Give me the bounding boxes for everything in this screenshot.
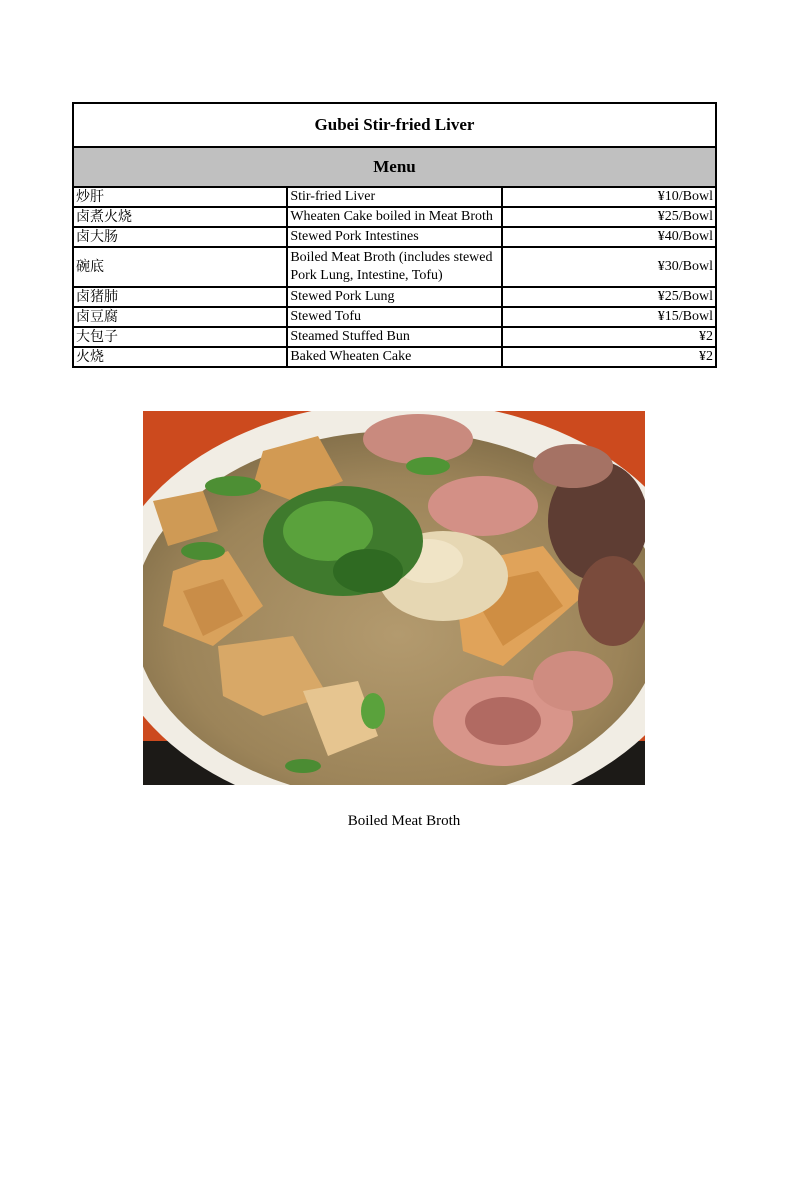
broth-photo (143, 411, 645, 785)
table-row (73, 187, 716, 207)
broth-bowl-illustration (143, 411, 645, 785)
table-row (73, 327, 716, 347)
dish-english-name: Stewed Tofu (287, 307, 501, 327)
dish-english-name: Stewed Pork Lung (287, 287, 501, 307)
dish-english-name: Baked Wheaten Cake (287, 347, 501, 367)
table-row (73, 347, 716, 367)
dish-english-name: Wheaten Cake boiled in Meat Broth (287, 207, 501, 227)
dish-chinese-name: 炒肝 (73, 187, 287, 207)
photo-caption: Boiled Meat Broth (347, 813, 461, 829)
dish-english-name: Steamed Stuffed Bun (287, 327, 501, 347)
dish-price: ¥15/Bowl (502, 307, 716, 327)
dish-price: ¥2 (502, 327, 716, 347)
table-row (73, 307, 716, 327)
dish-chinese-name: 卤大肠 (73, 227, 287, 247)
table-row (73, 247, 716, 287)
dish-english-name: Boiled Meat Broth (includes stewed Pork Lung, Intestine, Tofu) (287, 247, 501, 287)
menu-table (72, 102, 717, 368)
dish-chinese-name: 大包子 (73, 327, 287, 347)
menu-title: Gubei Stir-fried Liver (73, 103, 716, 147)
dish-price: ¥2 (502, 347, 716, 367)
dish-chinese-name: 火烧 (73, 347, 287, 367)
dish-price: ¥40/Bowl (502, 227, 716, 247)
dish-chinese-name: 卤豆腐 (73, 307, 287, 327)
table-row (73, 227, 716, 247)
table-row (73, 287, 716, 307)
dish-price: ¥25/Bowl (502, 287, 716, 307)
dish-price: ¥30/Bowl (502, 247, 716, 287)
dish-english-name: Stewed Pork Intestines (287, 227, 501, 247)
dish-chinese-name: 卤煮火烧 (73, 207, 287, 227)
dish-price: ¥10/Bowl (502, 187, 716, 207)
menu-section-header: Menu (73, 147, 716, 187)
dish-price: ¥25/Bowl (502, 207, 716, 227)
dish-chinese-name: 碗底 (73, 247, 287, 287)
dish-english-name: Stir-fried Liver (287, 187, 501, 207)
table-row (73, 207, 716, 227)
dish-chinese-name: 卤猪肺 (73, 287, 287, 307)
